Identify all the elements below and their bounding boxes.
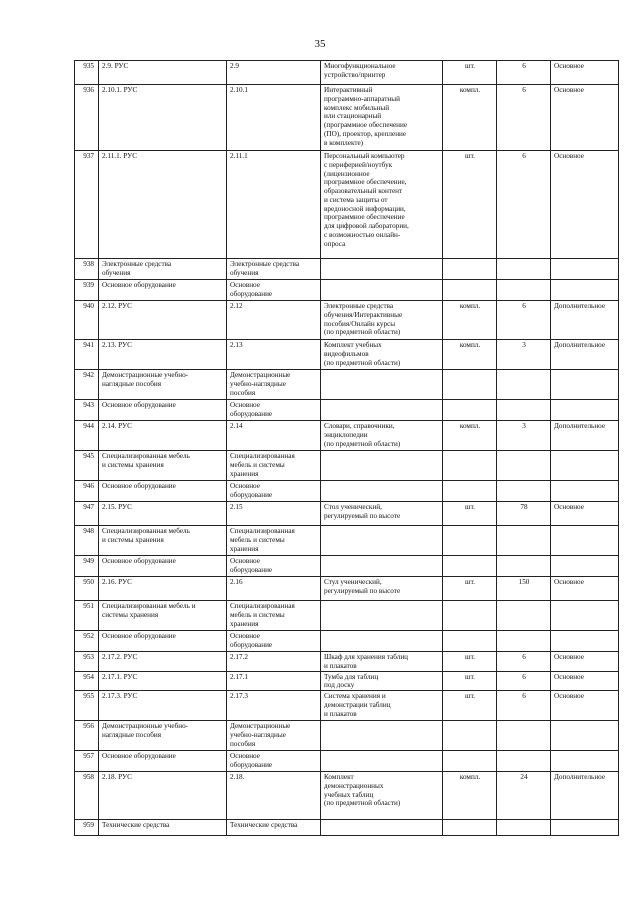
row-number-cell: 939 [75,280,99,301]
equipment-table [74,60,619,836]
item-name-cell: Комплект демонстрационных учебных таблиц (по предметной области) [321,772,443,820]
quantity-cell: 6 [497,61,551,85]
table-row [75,526,619,556]
reference-cell: 2.9 [227,61,321,85]
table-row [75,502,619,526]
quantity-cell: 6 [497,671,551,691]
quantity-cell: 6 [497,652,551,672]
code-cell: Основное оборудование [99,481,227,502]
item-name-cell: Тумба для таблиц под доску [321,671,443,691]
row-number-cell: 936 [75,85,99,151]
quantity-cell: 6 [497,691,551,721]
reference-cell: 2.17.1 [227,671,321,691]
item-name-cell [321,601,443,631]
quantity-cell [497,556,551,577]
category-cell: Дополнительное [551,301,619,340]
code-cell: Демонстрационные учебно- наглядные пособия [99,721,227,751]
row-number-cell: 938 [75,259,99,280]
code-cell: 2.9. РУС [99,61,227,85]
reference-cell: 2.16 [227,577,321,601]
row-number-cell: 953 [75,652,99,672]
quantity-cell [497,526,551,556]
quantity-cell: 3 [497,340,551,370]
code-cell: Специализированная мебель и системы хранения [99,601,227,631]
unit-cell [443,259,497,280]
item-name-cell [321,820,443,836]
unit-cell [443,820,497,836]
item-name-cell [321,481,443,502]
category-cell [551,601,619,631]
quantity-cell: 3 [497,421,551,451]
quantity-cell: 6 [497,301,551,340]
category-cell: Основное [551,502,619,526]
table-row [75,652,619,672]
table-row [75,721,619,751]
item-name-cell: Стол ученический, регулируемый по высоте [321,502,443,526]
unit-cell [443,280,497,301]
quantity-cell [497,751,551,772]
item-name-cell: Система хранения и демонстрации таблиц и плакатов [321,691,443,721]
category-cell [551,259,619,280]
item-name-cell [321,526,443,556]
table-row [75,280,619,301]
category-cell [551,370,619,400]
code-cell: 2.10.1. РУС [99,85,227,151]
category-cell [551,556,619,577]
unit-cell [443,601,497,631]
code-cell: 2.12. РУС [99,301,227,340]
row-number-cell: 954 [75,671,99,691]
reference-cell: Основное оборудование [227,631,321,652]
table-row [75,301,619,340]
row-number-cell: 956 [75,721,99,751]
table-row [75,421,619,451]
code-cell: 2.11.1. РУС [99,151,227,259]
code-cell: 2.17.1. РУС [99,671,227,691]
item-name-cell: Стул ученический, регулируемый по высоте [321,577,443,601]
reference-cell: 2.10.1 [227,85,321,151]
code-cell: 2.15. РУС [99,502,227,526]
unit-cell: шт. [443,671,497,691]
item-name-cell: Словари, справочники, энциклопедии (по предметной области) [321,421,443,451]
unit-cell [443,631,497,652]
row-number-cell: 947 [75,502,99,526]
row-number-cell: 958 [75,772,99,820]
category-cell: Дополнительное [551,340,619,370]
category-cell: Основное [551,671,619,691]
unit-cell: компл. [443,301,497,340]
reference-cell: 2.13 [227,340,321,370]
unit-cell: шт. [443,577,497,601]
unit-cell: шт. [443,61,497,85]
category-cell [551,820,619,836]
row-number-cell: 955 [75,691,99,721]
reference-cell: 2.12 [227,301,321,340]
table-row [75,259,619,280]
code-cell: 2.14. РУС [99,421,227,451]
code-cell: Демонстрационные учебно- наглядные пособия [99,370,227,400]
category-cell: Дополнительное [551,421,619,451]
code-cell: Специализированная мебель и системы хранения [99,526,227,556]
category-cell [551,631,619,652]
category-cell: Основное [551,691,619,721]
reference-cell: Основное оборудование [227,556,321,577]
category-cell [551,400,619,421]
row-number-cell: 943 [75,400,99,421]
row-number-cell: 946 [75,481,99,502]
quantity-cell: 78 [497,502,551,526]
row-number-cell: 948 [75,526,99,556]
category-cell: Основное [551,151,619,259]
reference-cell: Технические средства [227,820,321,836]
reference-cell: 2.17.3 [227,691,321,721]
row-number-cell: 940 [75,301,99,340]
unit-cell [443,400,497,421]
table-row [75,61,619,85]
quantity-cell: 150 [497,577,551,601]
quantity-cell: 6 [497,151,551,259]
row-number-cell: 937 [75,151,99,259]
category-cell: Основное [551,85,619,151]
unit-cell: компл. [443,421,497,451]
unit-cell: компл. [443,85,497,151]
code-cell: Основное оборудование [99,280,227,301]
row-number-cell: 951 [75,601,99,631]
unit-cell [443,481,497,502]
reference-cell: 2.11.1 [227,151,321,259]
code-cell: Основное оборудование [99,631,227,652]
category-cell [551,751,619,772]
table-row [75,691,619,721]
table-row [75,751,619,772]
reference-cell: 2.14 [227,421,321,451]
code-cell: Основное оборудование [99,751,227,772]
table-row [75,772,619,820]
unit-cell [443,751,497,772]
row-number-cell: 935 [75,61,99,85]
code-cell: 2.16. РУС [99,577,227,601]
row-number-cell: 944 [75,421,99,451]
category-cell [551,451,619,481]
quantity-cell: 24 [497,772,551,820]
unit-cell: шт. [443,691,497,721]
row-number-cell: 942 [75,370,99,400]
table-row [75,601,619,631]
code-cell: Специализированная мебель и системы хранения [99,451,227,481]
quantity-cell [497,601,551,631]
item-name-cell [321,280,443,301]
quantity-cell [497,259,551,280]
code-cell: 2.17.3. РУС [99,691,227,721]
table-row [75,451,619,481]
reference-cell: Основное оборудование [227,400,321,421]
quantity-cell [497,481,551,502]
item-name-cell [321,751,443,772]
code-cell: 2.17.2. РУС [99,652,227,672]
table-row [75,340,619,370]
quantity-cell [497,280,551,301]
item-name-cell: Электронные средства обучения/Интерактивные пособия/Онлайн курсы (по предметной области) [321,301,443,340]
unit-cell [443,370,497,400]
row-number-cell: 957 [75,751,99,772]
reference-cell: Основное оборудование [227,751,321,772]
unit-cell: шт. [443,151,497,259]
item-name-cell: Комплект учебных видеофильмов (по предметной области) [321,340,443,370]
category-cell: Дополнительное [551,772,619,820]
table-row [75,577,619,601]
code-cell: 2.18. РУС [99,772,227,820]
quantity-cell [497,820,551,836]
category-cell [551,721,619,751]
quantity-cell [497,370,551,400]
table-row [75,85,619,151]
item-name-cell [321,370,443,400]
item-name-cell [321,556,443,577]
table-row [75,631,619,652]
row-number-cell: 952 [75,631,99,652]
reference-cell: Демонстрационные учебно-наглядные пособия [227,370,321,400]
quantity-cell [497,721,551,751]
reference-cell: Демонстрационные учебно-наглядные пособия [227,721,321,751]
quantity-cell [497,451,551,481]
item-name-cell [321,631,443,652]
item-name-cell [321,259,443,280]
row-number-cell: 959 [75,820,99,836]
reference-cell: Основное оборудование [227,481,321,502]
table-row [75,481,619,502]
reference-cell: Специализированная мебель и системы хранения [227,601,321,631]
reference-cell: Основное оборудование [227,280,321,301]
reference-cell: 2.17.2 [227,652,321,672]
reference-cell: Электронные средства обучения [227,259,321,280]
reference-cell: Специализированная мебель и системы хранения [227,451,321,481]
reference-cell: 2.15 [227,502,321,526]
unit-cell: шт. [443,502,497,526]
quantity-cell [497,631,551,652]
item-name-cell: Многофункциональное устройство/принтер [321,61,443,85]
unit-cell [443,526,497,556]
table-row [75,151,619,259]
row-number-cell: 945 [75,451,99,481]
category-cell [551,526,619,556]
table-row [75,820,619,836]
page-number: 35 [314,38,326,50]
item-name-cell: Шкаф для хранения таблиц и плакатов [321,652,443,672]
category-cell [551,280,619,301]
reference-cell: Специализированная мебель и системы хранения [227,526,321,556]
category-cell [551,481,619,502]
code-cell: Технические средства [99,820,227,836]
table-row [75,556,619,577]
unit-cell: компл. [443,340,497,370]
item-name-cell: Персональный компьютер с периферией/ноутбук (лицензионное программное обеспечение, образовательный контент и система защиты от вредоносной информации, программное обеспечение для цифровой лаборатории, с возможностью онлайн- опроса [321,151,443,259]
table-row [75,400,619,421]
code-cell: 2.13. РУС [99,340,227,370]
row-number-cell: 949 [75,556,99,577]
unit-cell [443,451,497,481]
unit-cell: шт. [443,652,497,672]
quantity-cell: 6 [497,85,551,151]
quantity-cell [497,400,551,421]
category-cell: Основное [551,577,619,601]
category-cell: Основное [551,652,619,672]
unit-cell [443,721,497,751]
row-number-cell: 941 [75,340,99,370]
code-cell: Основное оборудование [99,556,227,577]
unit-cell: компл. [443,772,497,820]
category-cell: Основное [551,61,619,85]
code-cell: Электронные средства обучения [99,259,227,280]
item-name-cell [321,721,443,751]
table-row [75,370,619,400]
item-name-cell [321,400,443,421]
table-row [75,671,619,691]
reference-cell: 2.18. [227,772,321,820]
item-name-cell: Интерактивный программно-аппаратный комплекс мобильный или стационарный (программное обеспечение (ПО), проектор, крепление в комплекте) [321,85,443,151]
row-number-cell: 950 [75,577,99,601]
item-name-cell [321,451,443,481]
code-cell: Основное оборудование [99,400,227,421]
unit-cell [443,556,497,577]
